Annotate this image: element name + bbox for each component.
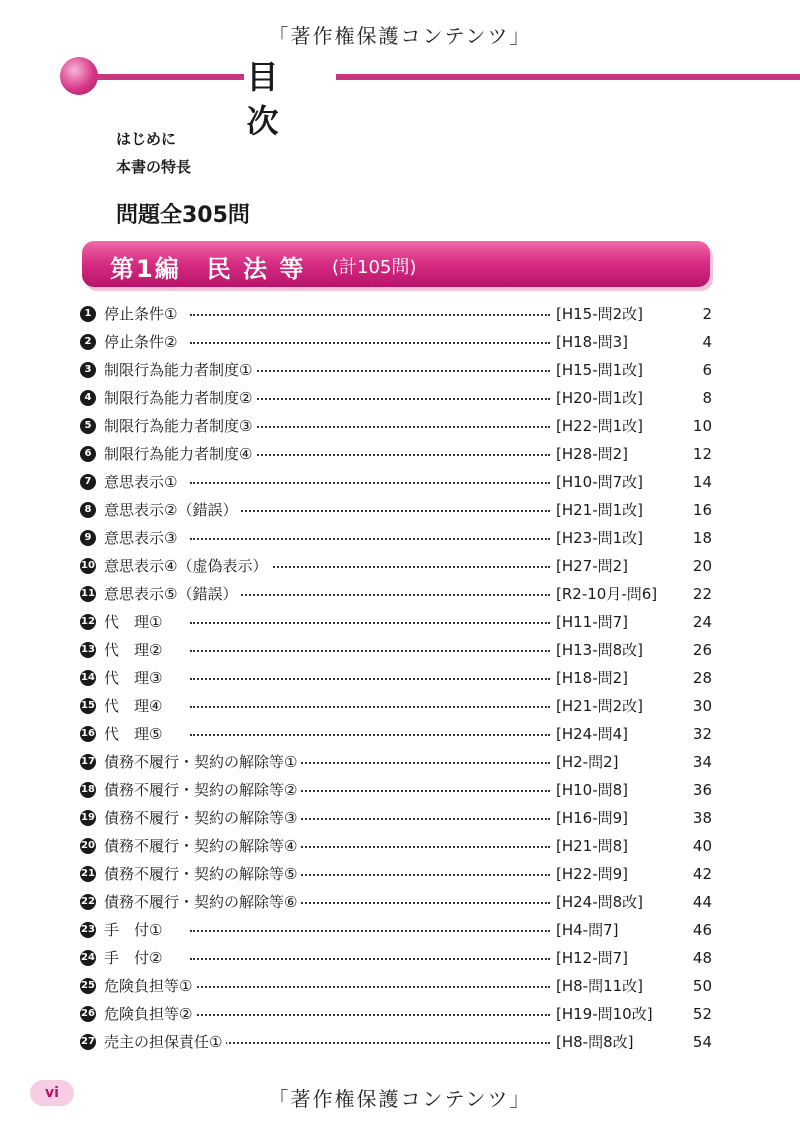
page-title: 目次	[246, 58, 327, 140]
item-page-number: 26	[692, 641, 712, 659]
item-source-ref: [H15-問2改]	[554, 300, 643, 328]
item-source-ref: [H13-問8改]	[554, 636, 643, 664]
item-source-ref: [H4-問7]	[554, 916, 618, 944]
item-source-ref: [H22-問1改]	[554, 412, 643, 440]
toc-row[interactable]	[80, 300, 720, 328]
dot-leader	[190, 706, 550, 708]
item-number-badge: 7	[80, 474, 96, 490]
item-number-badge: 25	[80, 978, 96, 994]
section-count: (計105問)	[332, 257, 417, 278]
item-number-badge: 2	[80, 334, 96, 350]
toc-row[interactable]	[80, 328, 720, 356]
item-page-number: 4	[702, 333, 712, 351]
item-source-ref: [H21-問8]	[554, 832, 628, 860]
item-page-number: 22	[692, 585, 712, 603]
item-title: 債務不履行・契約の解除等⑥	[104, 888, 301, 916]
dot-leader	[190, 594, 550, 596]
toc-row[interactable]	[80, 888, 720, 916]
toc-row[interactable]	[80, 832, 720, 860]
item-title: 債務不履行・契約の解除等③	[104, 804, 301, 832]
item-number-badge: 13	[80, 642, 96, 658]
toc-list	[80, 300, 720, 1056]
item-source-ref: [H10-問8]	[554, 776, 628, 804]
item-source-ref: [R2-10月-問6]	[554, 580, 657, 608]
item-number-badge: 18	[80, 782, 96, 798]
item-page-number: 50	[692, 977, 712, 995]
item-number-badge: 24	[80, 950, 96, 966]
dot-leader	[190, 930, 550, 932]
item-title: 代 理①	[104, 608, 166, 636]
item-source-ref: [H16-問9]	[554, 804, 628, 832]
item-number-badge: 19	[80, 810, 96, 826]
dot-leader	[190, 482, 550, 484]
item-page-number: 54	[692, 1033, 712, 1051]
item-page-number: 6	[702, 361, 712, 379]
item-number-badge: 9	[80, 530, 96, 546]
item-number-badge: 14	[80, 670, 96, 686]
toc-row[interactable]	[80, 804, 720, 832]
dot-leader	[190, 314, 550, 316]
item-number-badge: 12	[80, 614, 96, 630]
item-title: 意思表示③	[104, 524, 181, 552]
item-number-badge: 20	[80, 838, 96, 854]
item-number-badge: 11	[80, 586, 96, 602]
item-page-number: 32	[692, 725, 712, 743]
item-source-ref: [H21-問1改]	[554, 496, 643, 524]
item-source-ref: [H8-問11改]	[554, 972, 643, 1000]
dot-leader	[190, 650, 550, 652]
toc-row[interactable]	[80, 384, 720, 412]
dot-leader	[190, 1014, 550, 1016]
item-page-number: 16	[692, 501, 712, 519]
item-number-badge: 4	[80, 390, 96, 406]
item-number-badge: 23	[80, 922, 96, 938]
item-source-ref: [H23-問1改]	[554, 524, 643, 552]
toc-row[interactable]	[80, 608, 720, 636]
item-title: 代 理②	[104, 636, 166, 664]
item-source-ref: [H18-問3]	[554, 328, 628, 356]
item-page-number: 44	[692, 893, 712, 911]
item-page-number: 8	[702, 389, 712, 407]
item-number-badge: 5	[80, 418, 96, 434]
item-page-number: 14	[692, 473, 712, 491]
item-title: 意思表示⑤（錯誤）	[104, 580, 241, 608]
item-number-badge: 16	[80, 726, 96, 742]
toc-entry-introduction[interactable]: はじめに	[116, 130, 177, 148]
item-title: 危険負担等②	[104, 1000, 196, 1028]
item-source-ref: [H20-問1改]	[554, 384, 643, 412]
dot-leader	[190, 986, 550, 988]
item-number-badge: 1	[80, 306, 96, 322]
item-page-number: 34	[692, 753, 712, 771]
item-title: 代 理⑤	[104, 720, 166, 748]
item-title: 代 理④	[104, 692, 166, 720]
dot-leader	[190, 342, 550, 344]
item-number-badge: 8	[80, 502, 96, 518]
dot-leader	[190, 734, 550, 736]
item-number-badge: 15	[80, 698, 96, 714]
item-page-number: 52	[692, 1005, 712, 1023]
item-title: 危険負担等①	[104, 972, 196, 1000]
toc-row[interactable]	[80, 748, 720, 776]
page-number-badge: vi	[30, 1080, 74, 1106]
item-source-ref: [H12-問7]	[554, 944, 628, 972]
item-source-ref: [H11-問7]	[554, 608, 628, 636]
item-source-ref: [H18-問2]	[554, 664, 628, 692]
dot-leader	[190, 622, 550, 624]
item-title: 売主の担保責任①	[104, 1028, 226, 1056]
dot-leader	[190, 1042, 550, 1044]
item-number-badge: 22	[80, 894, 96, 910]
item-title: 代 理③	[104, 664, 166, 692]
item-source-ref: [H24-問8改]	[554, 888, 643, 916]
item-title: 債務不履行・契約の解除等④	[104, 832, 301, 860]
item-source-ref: [H19-問10改]	[554, 1000, 653, 1028]
item-source-ref: [H22-問9]	[554, 860, 628, 888]
toc-entry-features[interactable]: 本書の特長	[116, 158, 192, 176]
toc-row[interactable]	[80, 580, 720, 608]
item-source-ref: [H2-問2]	[554, 748, 618, 776]
toc-row[interactable]	[80, 356, 720, 384]
item-page-number: 28	[692, 669, 712, 687]
toc-row[interactable]	[80, 916, 720, 944]
section-label: 第1編 民 法 等	[110, 255, 306, 283]
section-banner[interactable]	[82, 241, 710, 287]
item-number-badge: 26	[80, 1006, 96, 1022]
item-page-number: 40	[692, 837, 712, 855]
item-title: 手 付②	[104, 944, 166, 972]
toc-row[interactable]	[80, 664, 720, 692]
toc-row[interactable]	[80, 496, 720, 524]
toc-row[interactable]	[80, 524, 720, 552]
toc-row[interactable]	[80, 860, 720, 888]
watermark-bottom: 「著作権保護コンテンツ」	[268, 1087, 532, 1111]
toc-row[interactable]	[80, 944, 720, 972]
toc-row[interactable]	[80, 720, 720, 748]
item-title: 意思表示②（錯誤）	[104, 496, 241, 524]
item-page-number: 12	[692, 445, 712, 463]
item-source-ref: [H24-問4]	[554, 720, 628, 748]
dot-leader	[190, 678, 550, 680]
item-page-number: 24	[692, 613, 712, 631]
item-source-ref: [H8-問8改]	[554, 1028, 633, 1056]
item-page-number: 20	[692, 557, 712, 575]
item-page-number: 42	[692, 865, 712, 883]
item-number-badge: 3	[80, 362, 96, 378]
item-title: 制限行為能力者制度④	[104, 440, 256, 468]
item-page-number: 46	[692, 921, 712, 939]
item-source-ref: [H10-問7改]	[554, 468, 643, 496]
item-source-ref: [H28-問2]	[554, 440, 628, 468]
item-title: 制限行為能力者制度③	[104, 412, 256, 440]
item-page-number: 2	[702, 305, 712, 323]
item-number-badge: 17	[80, 754, 96, 770]
item-title: 停止条件①	[104, 300, 181, 328]
item-source-ref: [H21-問2改]	[554, 692, 643, 720]
toc-row[interactable]	[80, 412, 720, 440]
toc-row[interactable]	[80, 636, 720, 664]
toc-row[interactable]	[80, 440, 720, 468]
item-number-badge: 10	[80, 558, 96, 574]
total-questions-heading: 問題全305問	[116, 203, 250, 228]
dot-leader	[190, 510, 550, 512]
toc-row[interactable]	[80, 692, 720, 720]
item-title: 意思表示④（虚偽表示）	[104, 552, 271, 580]
item-title: 制限行為能力者制度①	[104, 356, 256, 384]
toc-row[interactable]	[80, 552, 720, 580]
watermark-top: 「著作権保護コンテンツ」	[268, 24, 532, 48]
item-title: 手 付①	[104, 916, 166, 944]
item-source-ref: [H27-問2]	[554, 552, 628, 580]
toc-row[interactable]	[80, 1000, 720, 1028]
toc-row[interactable]	[80, 776, 720, 804]
item-title: 債務不履行・契約の解除等①	[104, 748, 301, 776]
item-page-number: 18	[692, 529, 712, 547]
toc-row[interactable]	[80, 468, 720, 496]
item-title: 意思表示①	[104, 468, 181, 496]
item-page-number: 36	[692, 781, 712, 799]
item-number-badge: 27	[80, 1034, 96, 1050]
item-page-number: 30	[692, 697, 712, 715]
item-title: 債務不履行・契約の解除等②	[104, 776, 301, 804]
item-page-number: 10	[692, 417, 712, 435]
item-title: 債務不履行・契約の解除等⑤	[104, 860, 301, 888]
item-title: 制限行為能力者制度②	[104, 384, 256, 412]
item-page-number: 38	[692, 809, 712, 827]
dot-leader	[190, 958, 550, 960]
item-page-number: 48	[692, 949, 712, 967]
toc-row[interactable]	[80, 1028, 720, 1056]
item-number-badge: 6	[80, 446, 96, 462]
title-rule-right	[336, 74, 800, 80]
title-bullet-icon	[60, 57, 98, 95]
toc-row[interactable]	[80, 972, 720, 1000]
item-title: 停止条件②	[104, 328, 181, 356]
item-number-badge: 21	[80, 866, 96, 882]
item-source-ref: [H15-問1改]	[554, 356, 643, 384]
dot-leader	[190, 538, 550, 540]
